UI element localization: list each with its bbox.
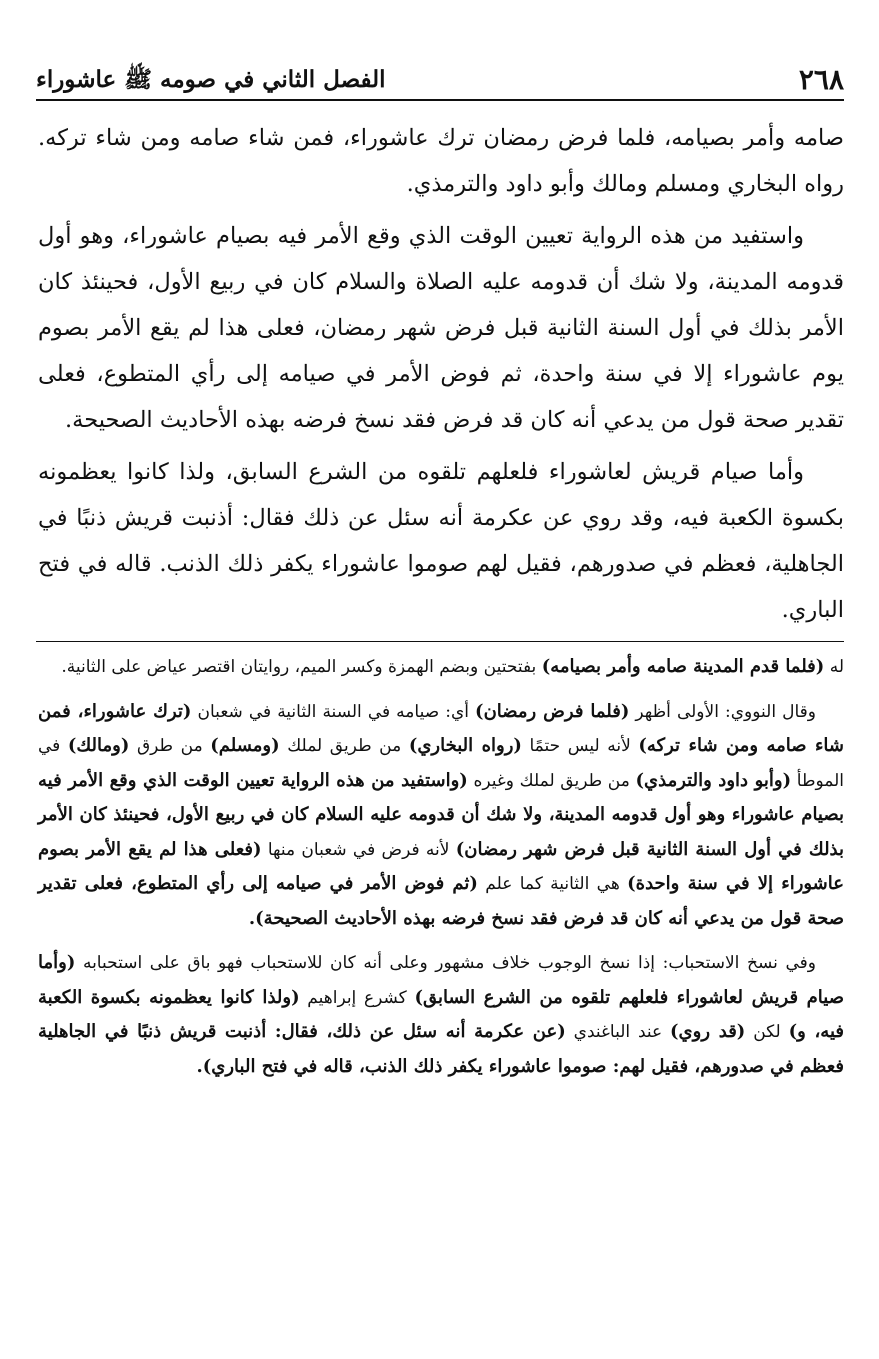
main-text xyxy=(38,115,844,639)
page-header xyxy=(36,52,844,96)
footnote-text: لكن xyxy=(745,1022,789,1042)
quoted-matn: (ومالك) xyxy=(67,735,130,756)
quoted-matn: (ولذا كانوا يعظمونه بكسوة الكعبة فيه، و) xyxy=(38,986,844,1042)
running-title: الفصل الثاني في صومه ﷺ عاشوراء xyxy=(36,66,386,93)
footnote-text: لأنه فرض في شعبان منها xyxy=(261,839,456,860)
quoted-matn: (واستفيد من هذه الرواية تعيين الوقت الذي وقع الأمر فيه بصيام عاشوراء وهو أول قدومه المدينة، ولا شك أن قدومه عليه السلام كان في ربيع الأول، فحينئذ كان الأمر بذلك في أول السنة الثانية قبل فرض شهر رمضان) xyxy=(38,769,845,860)
footnote-text: من طرق xyxy=(129,736,211,756)
footnote-paragraph-2 xyxy=(38,695,844,937)
footnote-text: من طريق لملك xyxy=(279,736,409,756)
footnote-text: هي الثانية كما علم xyxy=(477,874,628,894)
footnote-text: كشرع إبراهيم xyxy=(299,987,415,1008)
main-paragraph-1: صامه وأمر بصيامه، فلما فرض رمضان ترك عاشوراء، فمن شاء صامه ومن شاء تركه. رواه البخاري ومسلم ومالك وأبو داود والترمذي. xyxy=(38,125,844,197)
page-number: ٢٦٨ xyxy=(798,63,844,96)
quoted-matn: (فلما قدم المدينة صامه وأمر بصيامه) xyxy=(541,656,825,677)
footnote-text: لأنه ليس حتمًا xyxy=(521,736,639,756)
footnote-paragraph-3 xyxy=(38,946,844,1084)
footnote-text: وقال النووي: الأولى أظهر xyxy=(629,701,816,722)
quoted-matn: (ومسلم) xyxy=(210,735,280,756)
main-paragraph-3: وأما صيام قريش لعاشوراء فلعلهم تلقوه من الشرع السابق، ولذا كانوا يعظمونه بكسوة الكعبة فيه، وقد روي عن عكرمة أنه سئل عن ذلك فقال: أذنبت قريش ذنبًا في الجاهلية، فعظم في صدورهم، فقيل لهم صوموا عاشوراء يكفر ذلك الذنب. قاله في فتح الباري. xyxy=(38,459,844,623)
footnote-text: وفي نسخ الاستحباب: إذا نسخ الوجوب خلاف مشهور وعلى أنه كان للاستحباب فهو باق على استحبابه xyxy=(75,953,816,973)
quoted-matn: (وأما صيام قريش لعاشوراء فلعلهم تلقوه من الشرع السابق) xyxy=(38,952,845,1008)
footnote-divider xyxy=(36,641,844,642)
quoted-matn: (فعلى هذا لم يقع الأمر بصوم عاشوراء إلا في سنة واحدة) xyxy=(38,838,844,894)
quoted-matn: (ترك عاشوراء، فمن شاء صامه ومن شاء تركه) xyxy=(38,700,844,756)
quoted-matn: (رواه البخاري) xyxy=(408,735,522,756)
footnote-text: بفتحتين وبضم الهمزة وكسر الميم، روايتان اقتصر عياض على الثانية. xyxy=(61,657,542,677)
footnotes-commentary xyxy=(38,650,844,1094)
quoted-matn: (فلما فرض رمضان) xyxy=(475,700,630,722)
footnote-text: من طريق لملك وغيره xyxy=(467,770,636,791)
footnote-text: في الموطأ xyxy=(38,736,844,791)
footnote-text: له xyxy=(824,657,844,677)
quoted-matn: (وأبو داود والترمذي) xyxy=(635,769,792,791)
quoted-matn: (عن عكرمة أنه سئل عن ذلك، فقال: أذنبت قريش ذنبًا في الجاهلية فعظم في صدورهم، فقيل لهم: صوموا عاشوراء يكفر ذلك الذنب، قاله في فتح الباري). xyxy=(38,1021,844,1077)
footnote-text: أي: صيامه في السنة الثانية في شعبان xyxy=(191,701,476,722)
header-divider xyxy=(36,99,844,101)
quoted-matn: (ثم فوض الأمر في صيامه إلى رأي المتطوع، فعلى تقدير صحة قول من يدعي أنه كان قد فرض فقد نسخ فرضه بهذه الأحاديث الصحيحة). xyxy=(38,873,844,929)
footnote-text: عند الباغندي xyxy=(565,1022,671,1042)
footnote-paragraph-1 xyxy=(38,650,844,685)
main-paragraph-2: واستفيد من هذه الرواية تعيين الوقت الذي وقع الأمر فيه بصيام عاشوراء، وهو أول قدومه المدينة، ولا شك أن قدومه عليه الصلاة والسلام كان في ربيع الأول، فحينئذ كان الأمر بذلك في أول السنة الثانية قبل فرض شهر رمضان، فعلى هذا لم يقع الأمر بصوم يوم عاشوراء إلا في سنة واحدة، ثم فوض الأمر في صيامه إلى رأي المتطوع، فعلى تقدير صحة قول من يدعي أنه كان قد فرض فقد نسخ فرضه بهذه الأحاديث الصحيحة. xyxy=(38,223,844,433)
quoted-matn: (قد روي) xyxy=(670,1021,746,1042)
